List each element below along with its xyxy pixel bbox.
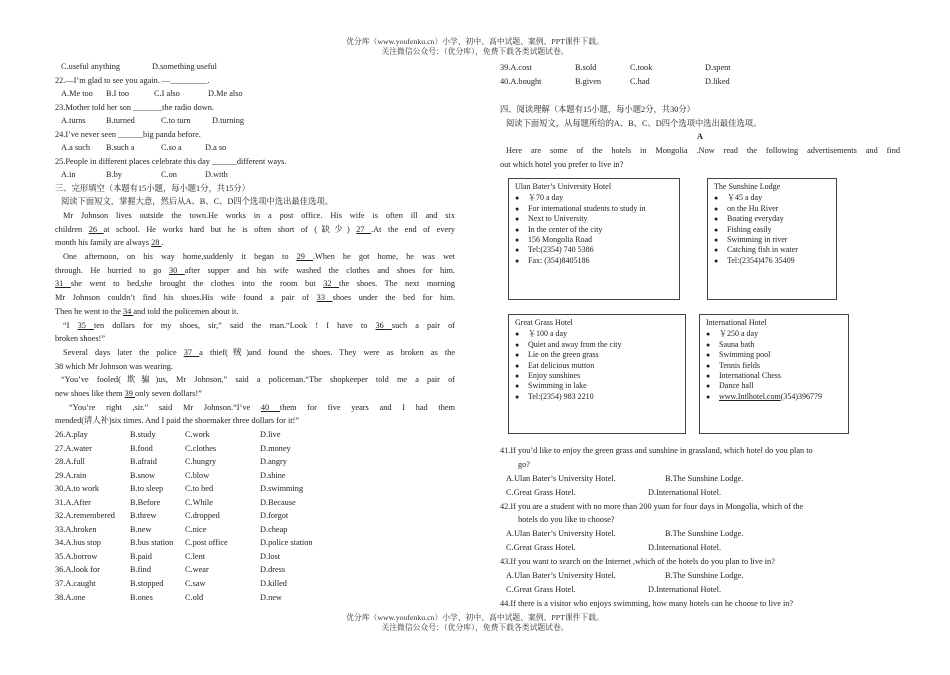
intro-line: Here are some of the hotels in Mongolia .Now read the following advertisements and find — [506, 146, 900, 156]
passage-line: 31 she went to bed,she brought the clothes into the room but 32 the shoes. The next morning — [55, 279, 455, 289]
answer-option: C.Great Grass Hotel. — [506, 584, 576, 594]
answer-option: D.International Hotel. — [648, 487, 722, 497]
hotel-feature: ● Next to University — [515, 214, 673, 224]
cloze-option: B.food — [130, 443, 153, 453]
hotel-feature: ● In the center of the city — [515, 225, 673, 235]
cloze-options-list-right — [500, 61, 900, 89]
cloze-option-row — [55, 591, 455, 605]
cloze-option: 36.A.look for — [55, 565, 100, 575]
question-stem: hotels do you like to choose? — [518, 515, 615, 525]
question-stem: go? — [518, 459, 530, 469]
cloze-option: D.police station — [260, 538, 313, 548]
passage-line: month his family are always 28 . — [55, 238, 164, 248]
hotel-features — [515, 193, 673, 266]
hotel-feature: ● Dance hall — [706, 381, 842, 391]
cloze-option: D.Because — [260, 497, 296, 507]
passage-line: One afternoon, on his way home,suddenly it began to 29 .When he got home, he was wet — [63, 252, 455, 262]
hotel-feature: ● Enjoy sunshines — [515, 371, 679, 381]
cloze-option-row — [55, 509, 455, 523]
section4-title: 四、阅读理解（本题有15小题，每小题2分，共30分） — [500, 104, 695, 114]
hotel-feature: ● Lie on the green grass — [515, 350, 679, 360]
cloze-option: 40.A.bought — [500, 76, 542, 86]
hotel-feature: ● Tel:(2354) 740 5386 — [515, 245, 673, 255]
cloze-option: C.old — [185, 592, 204, 602]
cloze-option: B.snow — [130, 470, 156, 480]
hotel-name: The Sunshine Lodge — [714, 182, 781, 191]
hotel-feature: ● Fishing easily — [714, 225, 830, 235]
cloze-option: 26.A.play — [55, 430, 88, 440]
reading-questions — [500, 444, 900, 611]
hotel-feature: ● ￥70 a day — [515, 193, 673, 203]
passage-line: mended(请人补)six times. And I paid the shoemaker three dollars for it!” — [55, 416, 300, 426]
hotel-feature: ● Swimming pool — [706, 350, 842, 360]
answer-option: B.The Sunshine Lodge. — [665, 571, 744, 581]
cloze-option: D.dress — [260, 565, 286, 575]
question-options — [500, 486, 900, 500]
cloze-option: B.ones — [130, 592, 153, 602]
answer-option: A.Ulan Bater’s University Hotel. — [506, 571, 616, 581]
page-footer — [0, 613, 950, 633]
cloze-option-row — [55, 550, 455, 564]
left-column — [55, 60, 455, 604]
hotel-feature: ● Boating everyday — [714, 214, 830, 224]
hotel-feature: ● on the Hu River — [714, 204, 830, 214]
cloze-option: B.threw — [130, 511, 157, 521]
cloze-option: B.bus station — [130, 538, 174, 548]
cloze-option: 39.A.cost — [500, 63, 532, 72]
intro-line: out which hotel you prefer to live in? — [500, 160, 624, 170]
cloze-option: B.sold — [575, 63, 597, 72]
cloze-option: B.to sleep — [130, 484, 164, 494]
header-line-1: 优分库（www.youfenku.cn）小学、初中、高中试题、案例、PPT课件下载。 — [346, 37, 604, 46]
answer-option: B.The Sunshine Lodge. — [665, 473, 744, 483]
cloze-options-list — [55, 428, 455, 604]
cloze-option: B.Before — [130, 497, 161, 507]
hotel-features — [515, 329, 679, 402]
hotel-feature: ● Quiet and away from the city — [515, 340, 679, 350]
question-options — [500, 569, 900, 583]
cloze-option: C.had — [630, 76, 650, 86]
cloze-option: 37.A.caught — [55, 579, 96, 589]
hotel-feature: ● Catching fish in water — [714, 245, 830, 255]
page-header — [0, 37, 950, 57]
cloze-option-row — [55, 496, 455, 510]
q21-options: C.useful anything D.something useful — [61, 62, 217, 71]
q22-options: A.Me too B.I too C.I also D.Me also — [61, 89, 243, 99]
hotel-contact — [706, 392, 842, 402]
cloze-option: 38.A.one — [55, 592, 86, 602]
hotel-feature: ● Swimming in lake — [515, 381, 679, 391]
answer-option: B.The Sunshine Lodge. — [665, 529, 744, 539]
cloze-option: C.saw — [185, 579, 206, 589]
cloze-option: C.blow — [185, 470, 210, 480]
q23-stem: 23.Mother told her son _______the radio down. — [55, 102, 215, 112]
hotel-name: Ulan Bater’s University Hotel — [515, 182, 612, 191]
q24-stem: 24.I’ve never seen ______big panda before. — [55, 129, 201, 139]
cloze-option: C.clothes — [185, 443, 217, 453]
cloze-option: D.liked — [705, 76, 730, 86]
hotel-phone: (354)396779 — [780, 391, 823, 401]
hotel-feature: ● Tel:(2354)476 35409 — [714, 256, 830, 266]
cloze-option: D.live — [260, 430, 281, 440]
cloze-option: 35.A.borrow — [55, 551, 98, 561]
hotel-feature: ● Tel:(2354) 983 2210 — [515, 392, 679, 402]
cloze-option-row — [55, 442, 455, 456]
cloze-option: B.study — [130, 430, 156, 440]
cloze-option-row — [500, 61, 900, 75]
hotel-website-link[interactable]: www.Intlhotel.com — [719, 391, 781, 401]
cloze-option: C.wear — [185, 565, 209, 575]
hotel-feature: ● For international students to study in — [515, 204, 673, 214]
passage-line: “You’ve fooled(欺骗)us, Mr Johnson,” said a policeman.“The shopkeeper told me a pair of — [61, 375, 455, 385]
cloze-option: D.cheap — [260, 524, 288, 534]
q23-options: A.turns B.turned C.to turn D.turning — [61, 116, 245, 126]
cloze-option: C.to bed — [185, 484, 214, 494]
answer-option: A.Ulan Bater’s University Hotel. — [506, 529, 616, 539]
passage-line: Several days later the police 37 a thief(贼)and found the shoes. They were as broken as the — [63, 347, 455, 357]
cloze-option: 34.A.bus stop — [55, 538, 101, 548]
cloze-option-row — [55, 469, 455, 483]
cloze-option: 31.A.After — [55, 497, 91, 507]
passage-line: Then he went to the 34 and told the policemen about it. — [55, 306, 239, 316]
cloze-option: C.took — [630, 63, 653, 72]
cloze-option: B.afraid — [130, 457, 157, 467]
cloze-option-row — [55, 577, 455, 591]
cloze-option: 33.A.broken — [55, 524, 97, 534]
cloze-option-row — [55, 536, 455, 550]
passage-line: new shoes like them 39 only seven dollars!” — [55, 388, 202, 398]
cloze-option-row — [55, 482, 455, 496]
hotel-features — [706, 329, 842, 402]
question-options — [500, 583, 900, 597]
question-options — [500, 527, 900, 541]
cloze-option: D.angry — [260, 457, 287, 467]
cloze-option: B.given — [575, 76, 602, 86]
hotel-feature: ● Sauna bath — [706, 340, 842, 350]
cloze-option: B.paid — [130, 551, 152, 561]
passage-line: “I 35 ten dollars for my shoes, sir,” said the man.“Look ! I have to 36 such a pair of — [63, 320, 455, 330]
cloze-option-row — [500, 75, 900, 89]
passage-line: “You’re right ,sir.” said Mr Johnson.“I’ve 40 them for five years and I had them — [69, 402, 455, 412]
passage-line: Mr Johnson couldn’t find his shoes.His wife found a pair of 33 shoes under the bed for him. — [55, 293, 455, 303]
cloze-option: D.lost — [260, 551, 281, 561]
cloze-passage — [55, 209, 455, 428]
section3-instructions: 阅读下面短文，掌握大意，然后从A、B、C、D四个选项中选出最佳选项。 — [61, 197, 333, 207]
section4-instructions: 阅读下面短文，从每题所给的A、B、C、D四个选项中选出最佳选项。 — [506, 118, 762, 128]
cloze-option: D.shine — [260, 470, 286, 480]
cloze-option: 27.A.water — [55, 443, 92, 453]
answer-option: A.Ulan Bater’s University Hotel. — [506, 473, 616, 483]
cloze-option-row — [55, 523, 455, 537]
cloze-option: 29.A.rain — [55, 470, 87, 480]
hotel-name: Great Grass Hotel — [515, 318, 573, 327]
cloze-option: D.money — [260, 443, 291, 453]
question-options — [500, 472, 900, 486]
hotel-ad-great-grass — [508, 314, 686, 434]
cloze-option: D.spent — [705, 63, 731, 72]
hotel-ad-international — [699, 314, 849, 434]
hotel-feature: ● Tennis fields — [706, 361, 842, 371]
cloze-option-row — [55, 563, 455, 577]
hotel-feature: ● Eat delicious mutton — [515, 361, 679, 371]
q25-options: A.in B.by C.on D.with — [61, 170, 228, 180]
cloze-option: C.work — [185, 430, 210, 440]
answer-option: C.Great Grass Hotel. — [506, 487, 576, 497]
cloze-option: C.While — [185, 497, 213, 507]
answer-option: D.International Hotel. — [648, 584, 722, 594]
passage-line: 38 which Mr Johnson was wearing. — [55, 361, 173, 371]
passage-line: broken shoes!” — [55, 334, 105, 344]
footer-line-1: 优分库（www.youfenku.cn）小学、初中、高中试题、案例、PPT课件下载。 — [346, 613, 604, 622]
question-stem: 41.If you’d like to enjoy the green grass and sunshine in grassland, which hotel do you plan to — [500, 446, 813, 455]
cloze-option-row — [55, 428, 455, 442]
q24-options: A.a such B.such a C.so a D.a so — [61, 143, 227, 153]
header-line-2: 关注微信公众号：（优分库），免费下载各类试题试卷。 — [381, 46, 569, 56]
footer-line-2: 关注微信公众号：（优分库），免费下载各类试题试卷。 — [381, 622, 569, 632]
hotel-name: International Hotel — [706, 318, 767, 327]
q22-stem: 22.—I’m glad to see you again. —_________. — [55, 75, 210, 85]
question-options — [500, 541, 900, 555]
cloze-option: C.dropped — [185, 511, 220, 521]
cloze-option: 28.A.full — [55, 457, 85, 467]
cloze-option: C.lent — [185, 551, 206, 561]
cloze-option: C.post office — [185, 538, 228, 548]
hotel-feature: ● International Chess — [706, 371, 842, 381]
hotel-feature: ● 156 Mongolia Road — [515, 235, 673, 245]
cloze-option: B.stopped — [130, 579, 164, 589]
cloze-option: C.nice — [185, 524, 207, 534]
question-stem: 43.If you want to search on the Internet ,which of the hotels do you plan to live in? — [500, 557, 775, 567]
hotel-ad-sunshine-lodge — [707, 178, 837, 300]
answer-option: D.International Hotel. — [648, 543, 722, 553]
hotel-feature: ● ￥250 a day — [706, 329, 842, 339]
cloze-option-row — [55, 455, 455, 469]
section3-title: 三、完形填空（本题有15小题，每小题1分，共15分） — [55, 183, 250, 193]
q25-stem: 25.People in different places celebrate this day ______different ways. — [55, 156, 287, 166]
reading-intro — [500, 144, 900, 171]
cloze-option: C.hungry — [185, 457, 217, 467]
passage-line: through. He hurried to go 30 after supper and his wife washed the clothes and shoes for him. — [55, 265, 455, 275]
hotel-feature: ● ￥100 a day — [515, 329, 679, 339]
passage-line: children 26 at school. He works hard but he is often short of (缺少) 27 .At the end of every — [55, 224, 455, 234]
cloze-option: D.new — [260, 592, 282, 602]
cloze-option: B.new — [130, 524, 152, 534]
hotel-features — [714, 193, 830, 266]
question-stem: 42.If you are a student with no more than 200 yuan for four days in Mongolia, which of the — [500, 501, 804, 511]
hotel-feature: ● ￥45 a day — [714, 193, 830, 203]
cloze-option: 32.A.remembered — [55, 511, 115, 521]
cloze-option: D.forgot — [260, 511, 289, 521]
right-column — [500, 61, 900, 172]
cloze-option: D.killed — [260, 579, 287, 589]
cloze-option: B.find — [130, 565, 151, 575]
hotel-feature: ● Fax: (354)8405186 — [515, 256, 673, 266]
cloze-option: D.swimming — [260, 484, 304, 494]
passage-line: Mr Johnson lives outside the town.He works in a post office. His wife is often ill and six — [63, 211, 455, 221]
hotel-feature: ● Swimming in river — [714, 235, 830, 245]
answer-option: C.Great Grass Hotel. — [506, 543, 576, 553]
cloze-option: 30.A.to work — [55, 484, 100, 494]
hotel-ad-ulan-bater — [508, 178, 680, 300]
question-stem: 44.If there is a visitor who enjoys swimming, how many hotels can he choose to live in? — [500, 598, 794, 608]
passage-label: A — [697, 132, 703, 142]
